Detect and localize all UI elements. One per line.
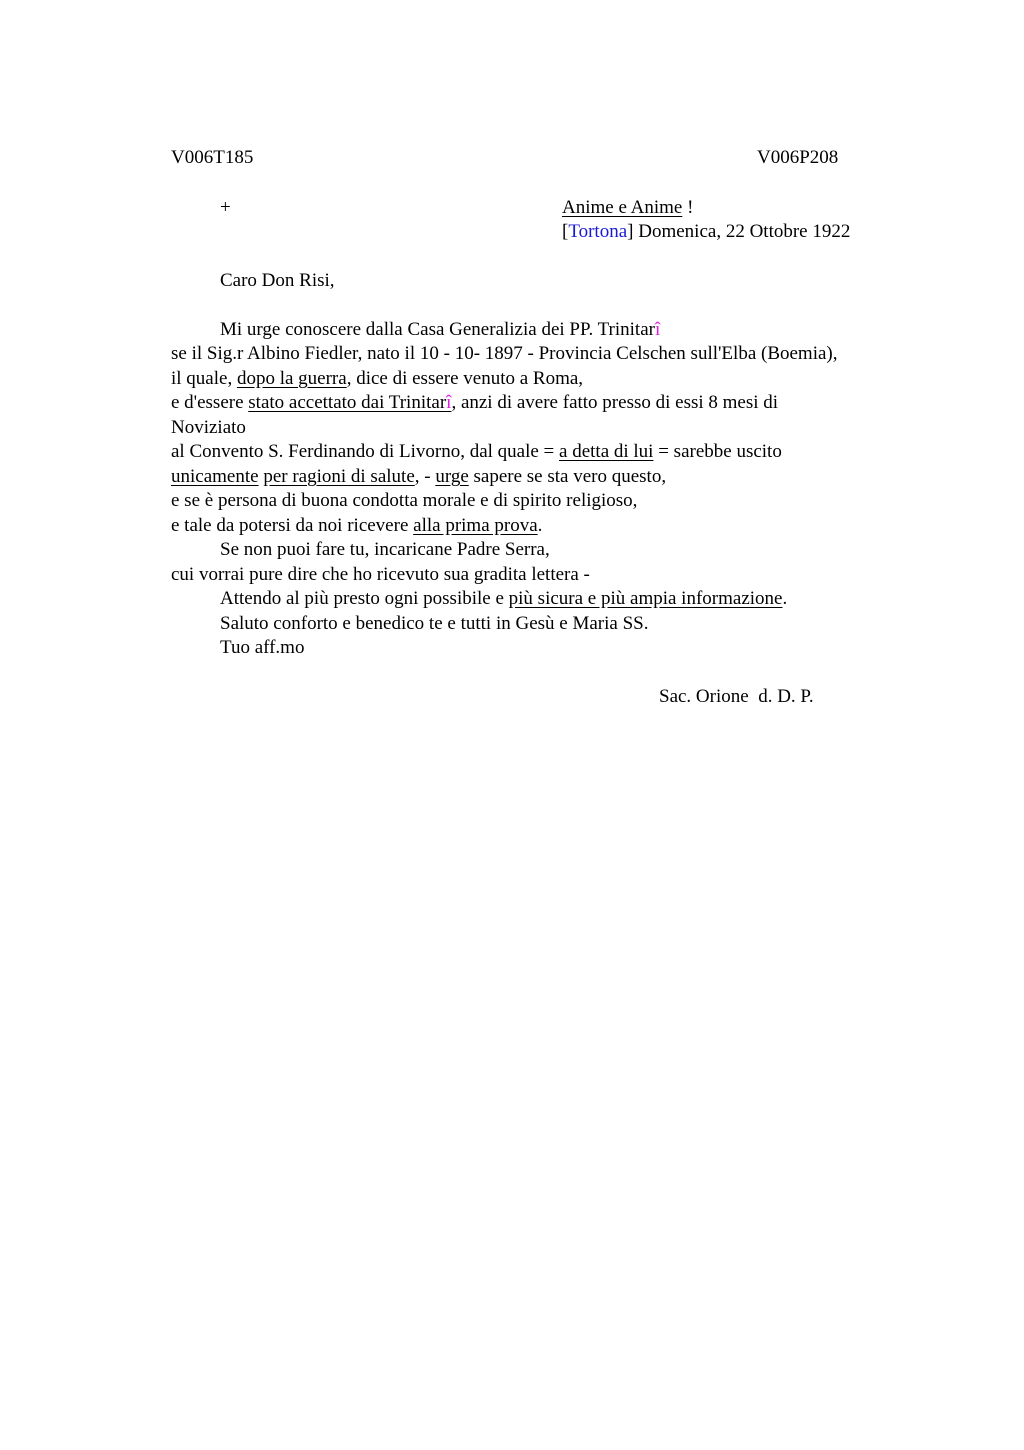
body-line-11: cui vorrai pure dire che ho ricevuto sua gradita lettera -: [171, 564, 590, 585]
text-run: , anzi di avere fatto presso di essi 8 mesi di: [451, 392, 779, 413]
text-run: Mi urge conoscere dalla Casa Generalizia dei PP. Trinitar: [220, 319, 655, 340]
text-run: al Convento S. Ferdinando di Livorno, dal quale =: [171, 441, 560, 462]
text-run: e d'essere: [171, 392, 249, 413]
body-line-4: [171, 391, 778, 415]
underlined-text: a detta di lui: [559, 441, 654, 462]
signature: Sac. Orione d. D. P.: [659, 686, 814, 707]
text-run: Attendo al più presto ogni possibile e: [220, 588, 509, 609]
place-link[interactable]: Tortona: [568, 221, 628, 242]
body-line-10: Se non puoi fare tu, incaricane Padre Serra,: [220, 539, 550, 560]
underlined-text: urge: [435, 466, 469, 487]
document-code-right: V006P208: [757, 147, 839, 168]
bracket-close: ]: [627, 221, 634, 242]
body-line-14: Tuo aff.mo: [220, 637, 305, 658]
body-line-13: Saluto conforto e benedico te e tutti in Gesù e Maria SS.: [220, 613, 649, 634]
underlined-text: per ragioni di salute: [263, 466, 415, 487]
body-line-12: [220, 587, 787, 611]
body-line-9: [171, 514, 542, 538]
text-run: = sarebbe uscito: [653, 441, 782, 462]
accent-char: î: [446, 392, 452, 413]
letter-title: [562, 196, 693, 220]
text-run: il quale,: [171, 368, 237, 389]
underlined-text: dopo la guerra: [236, 368, 347, 389]
title-suffix: !: [682, 197, 694, 218]
body-line-6: [171, 440, 782, 464]
text-run: .: [537, 515, 543, 536]
date-text: Domenica, 22 Ottobre 1922: [633, 221, 851, 242]
text-run: , dice di essere venuto a Roma,: [346, 368, 584, 389]
body-line-5: Noviziato: [171, 417, 246, 438]
text-run: e tale da potersi da noi ricevere: [171, 515, 414, 536]
text-run: , -: [414, 466, 436, 487]
body-line-1: [220, 318, 660, 342]
accent-char: î: [654, 319, 661, 340]
body-line-8: e se è persona di buona condotta morale e di spirito religioso,: [171, 490, 638, 511]
place-date: [562, 220, 850, 244]
underlined-text: unicamente: [171, 466, 259, 487]
body-line-2: se il Sig.r Albino Fiedler, nato il 10 - 10- 1897 - Provincia Celschen sull'Elba (Boemia),: [171, 343, 838, 364]
underlined-text: alla prima prova: [413, 515, 538, 536]
document-code-left: V006T185: [171, 147, 254, 168]
cross-symbol: +: [220, 197, 231, 218]
bracket-open: [: [562, 221, 569, 242]
body-line-7: [171, 465, 666, 489]
body-line-3: [171, 367, 583, 391]
text-run: sapere se sta vero questo,: [468, 466, 667, 487]
text-run: .: [782, 588, 788, 609]
salutation: Caro Don Risi,: [220, 270, 335, 291]
title-text: Anime e Anime: [562, 197, 683, 218]
underlined-text: [248, 392, 451, 413]
underlined-text: più sicura e più ampia informazione: [508, 588, 783, 609]
text-run: stato accettato dai Trinitar: [248, 392, 447, 413]
